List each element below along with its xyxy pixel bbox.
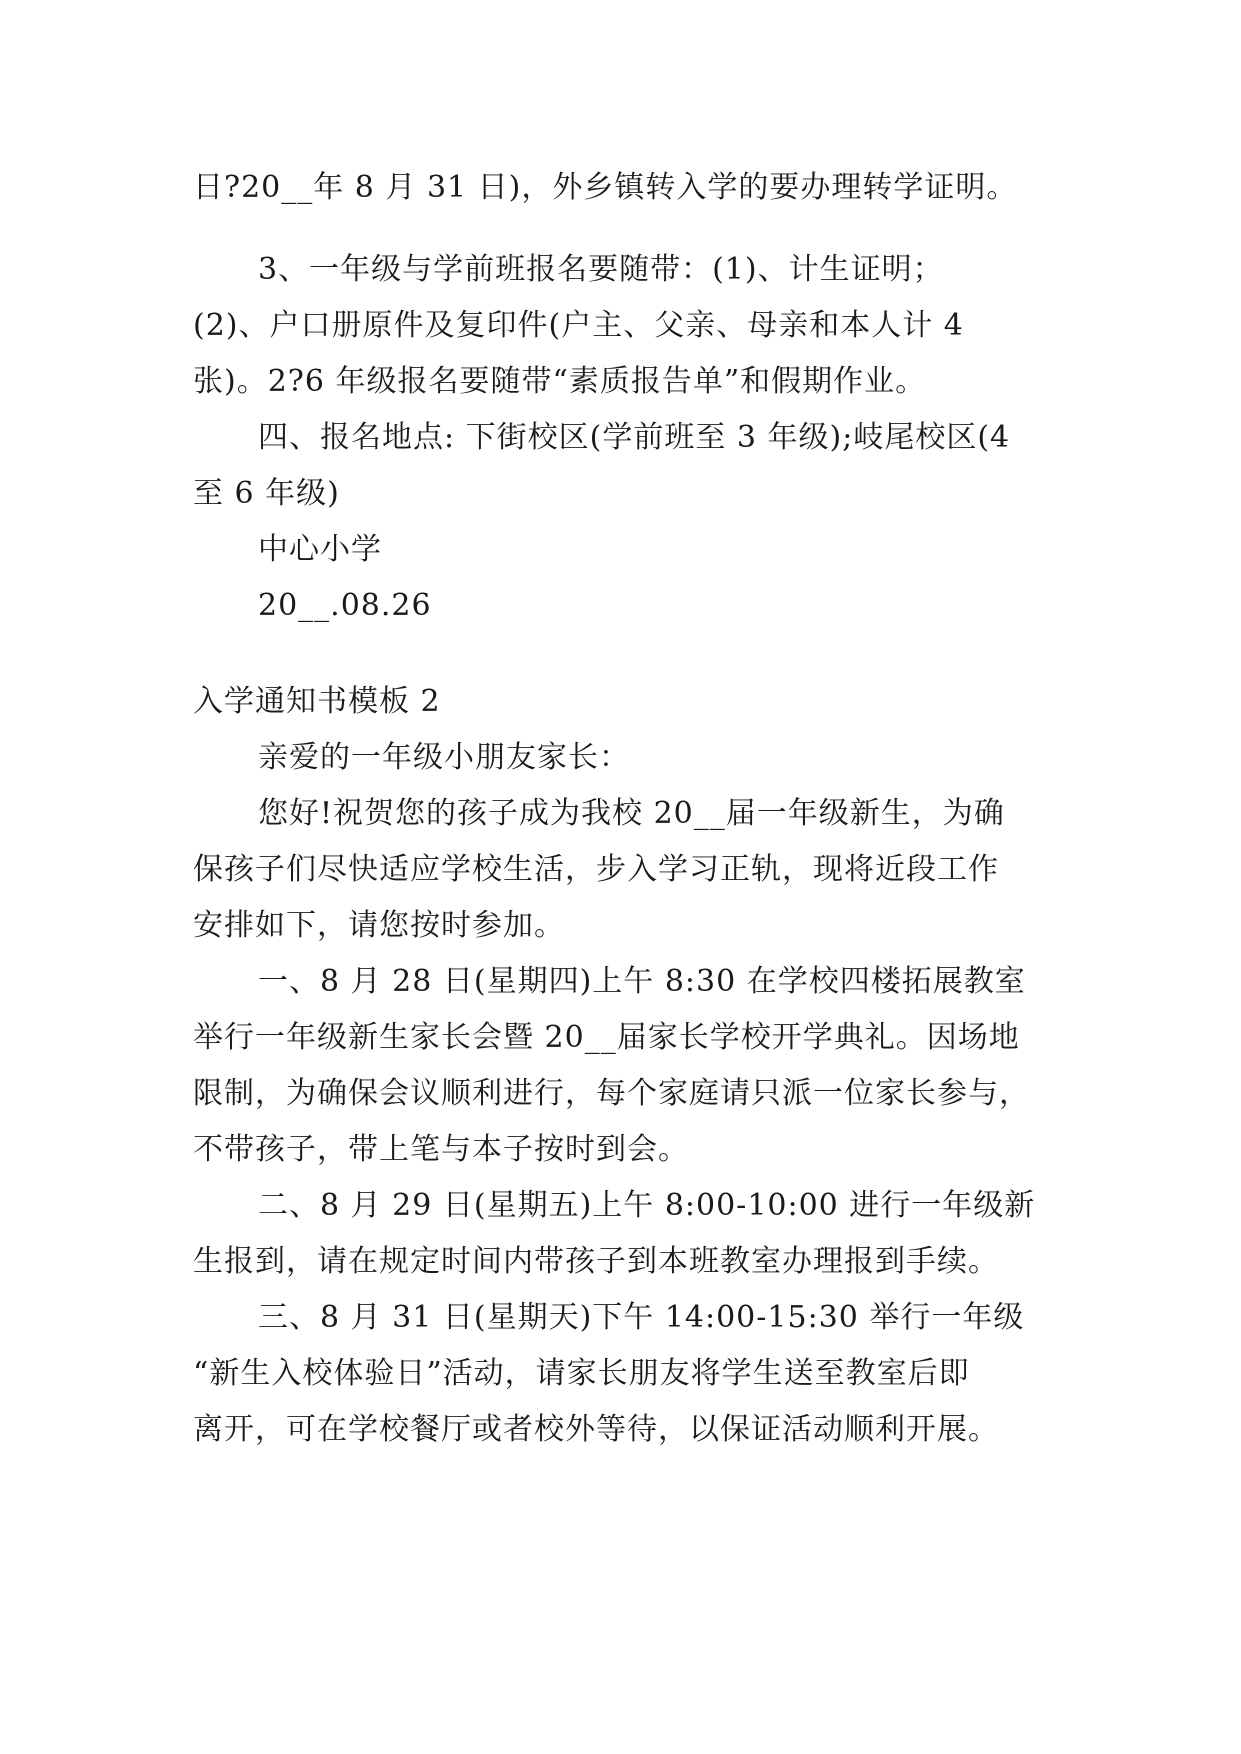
signature-school: 中心小学 bbox=[258, 532, 382, 567]
text-line: 不带孩子，带上笔与本子按时到会。 bbox=[193, 1132, 689, 1167]
text-line: 二、8 月 29 日(星期五)上午 8:00-10:00 进行一年级新 bbox=[258, 1188, 1036, 1223]
text-line: 生报到，请在规定时间内带孩子到本班教室办理报到手续。 bbox=[193, 1244, 999, 1279]
section-title: 入学通知书模板 2 bbox=[193, 684, 441, 719]
text-line: 举行一年级新生家长会暨 20__届家长学校开学典礼。因场地 bbox=[193, 1020, 1020, 1055]
text-line: 四、报名地点: 下街校区(学前班至 3 年级);岐尾校区(4 bbox=[258, 420, 1011, 455]
text-line: 日?20__年 8 月 31 日)，外乡镇转入学的要办理转学证明。 bbox=[193, 170, 1018, 205]
text-line: 安排如下，请您按时参加。 bbox=[193, 908, 565, 943]
text-line: 至 6 年级) bbox=[193, 476, 340, 511]
text-line: 张)。2?6 年级报名要随带“素质报告单”和假期作业。 bbox=[193, 364, 927, 399]
text-line: (2)、户口册原件及复印件(户主、父亲、母亲和本人计 4 bbox=[193, 308, 964, 343]
text-line: 离开，可在学校餐厅或者校外等待，以保证活动顺利开展。 bbox=[193, 1412, 999, 1447]
text-line: 3、一年级与学前班报名要随带：(1)、计生证明； bbox=[258, 252, 944, 287]
signature-date: 20__.08.26 bbox=[258, 588, 432, 623]
text-line: 限制，为确保会议顺利进行，每个家庭请只派一位家长参与， bbox=[193, 1076, 1030, 1111]
text-line: “新生入校体验日”活动，请家长朋友将学生送至教室后即 bbox=[193, 1356, 970, 1391]
text-line: 您好!祝贺您的孩子成为我校 20__届一年级新生，为确 bbox=[258, 796, 1005, 831]
text-line: 一、8 月 28 日(星期四)上午 8:30 在学校四楼拓展教室 bbox=[258, 964, 1026, 999]
text-line: 保孩子们尽快适应学校生活，步入学习正轨，现将近段工作 bbox=[193, 852, 999, 887]
text-line: 三、8 月 31 日(星期天)下午 14:00-15:30 举行一年级 bbox=[258, 1300, 1025, 1335]
greeting: 亲爱的一年级小朋友家长： bbox=[258, 740, 630, 775]
